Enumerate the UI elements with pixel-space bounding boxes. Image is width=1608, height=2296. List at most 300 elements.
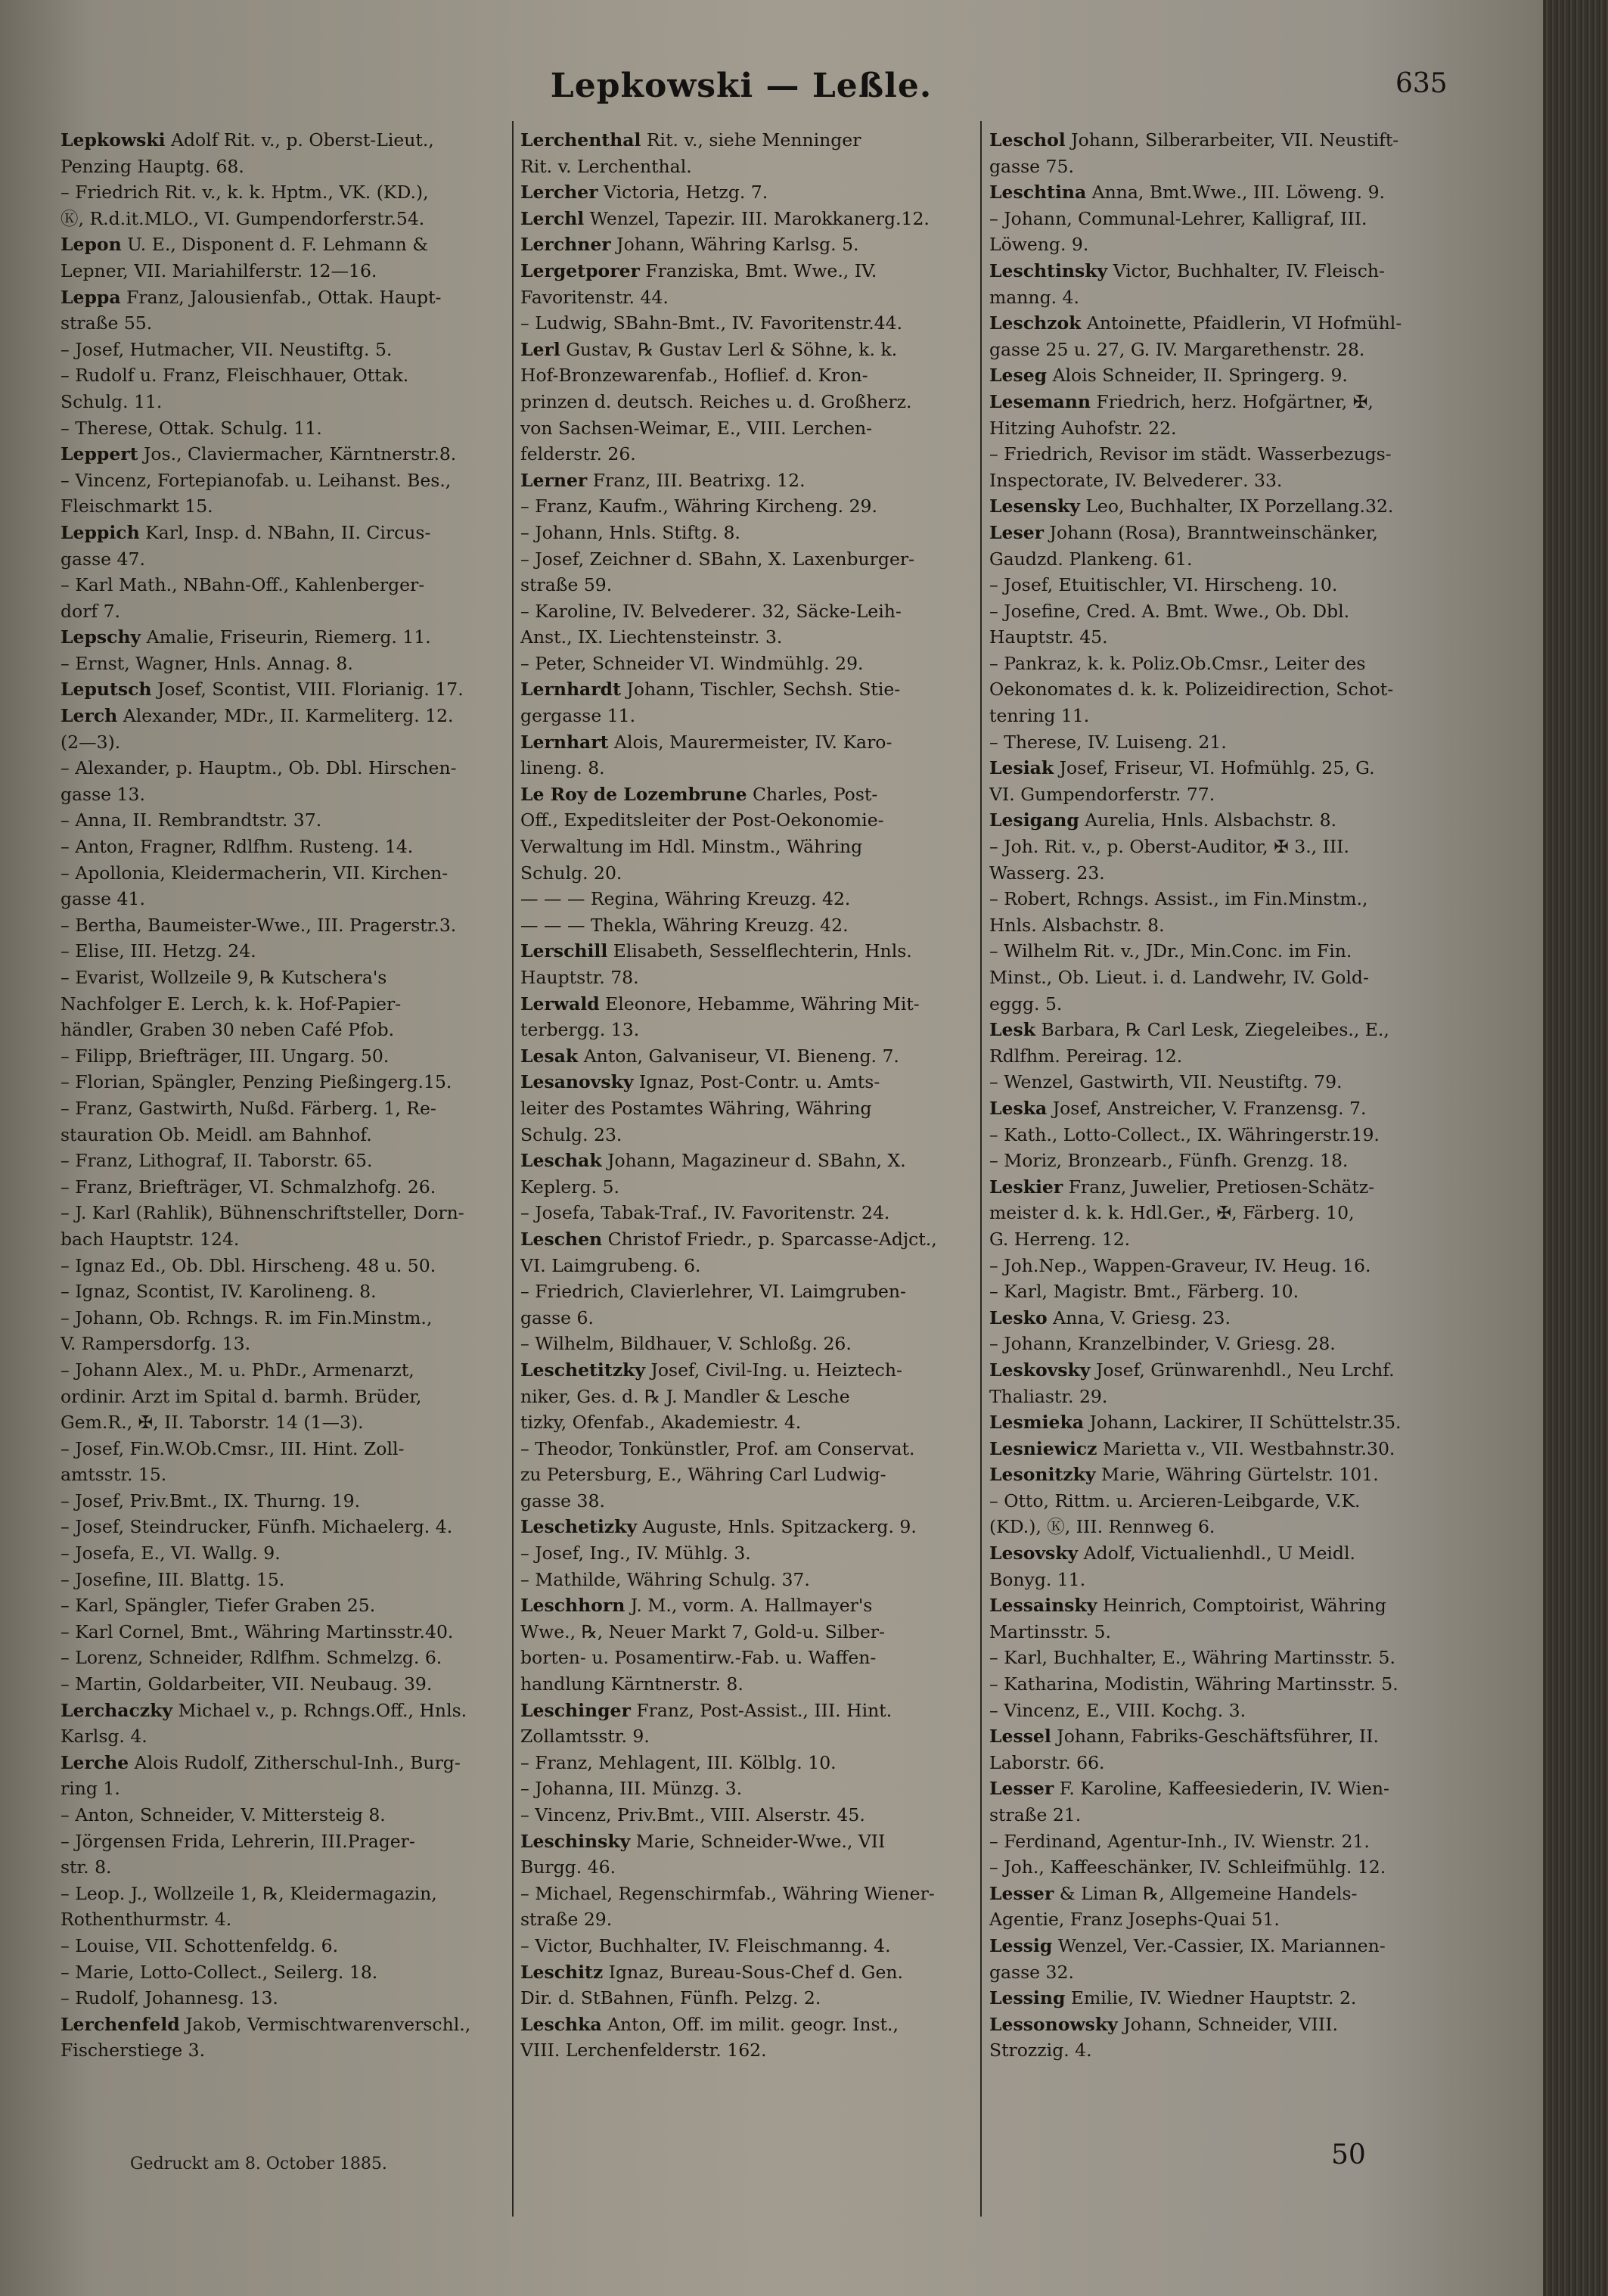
directory-line	[61, 1619, 507, 1645]
entry-text: – Vincenz, Priv.Bmt., VIII. Alserstr. 45.	[520, 1804, 865, 1825]
directory-line	[61, 991, 507, 1018]
entry-text: – Theodor, Tonkünstler, Prof. am Conservat.	[520, 1437, 915, 1459]
entry-surname: Leppa	[61, 286, 121, 308]
entry-text: Schulg. 23.	[520, 1123, 622, 1145]
directory-line	[61, 1698, 507, 1724]
entry-text: Aurelia, Hnls. Alsbachstr. 8.	[1079, 809, 1337, 831]
directory-line	[989, 938, 1473, 965]
entry-text: – Josefine, Cred. A. Bmt. Wwe., Ob. Dbl.	[989, 600, 1350, 622]
directory-line	[989, 703, 1473, 729]
column-1	[61, 127, 507, 2064]
entry-text: – Friedrich, Clavierlehrer, VI. Laimgruben-	[520, 1281, 906, 1303]
directory-line	[61, 179, 507, 206]
entry-text: Josef, Scontist, VIII. Florianig. 17.	[151, 679, 464, 701]
directory-line	[989, 1488, 1473, 1515]
entry-text: VI. Laimgrubeng. 6.	[520, 1254, 701, 1276]
entry-text: – Ignaz, Scontist, IV. Karolineng. 8.	[61, 1281, 377, 1303]
column-3	[989, 127, 1473, 2064]
directory-line	[61, 1200, 507, 1226]
entry-text: – Josef, Hutmacher, VII. Neustiftg. 5.	[61, 338, 393, 360]
directory-line	[520, 729, 974, 756]
entry-text: – Wilhelm, Bildhauer, V. Schloßg. 26.	[520, 1333, 852, 1355]
entry-surname: Lesonitzky	[989, 1464, 1096, 1486]
entry-text: Minst., Ob. Lieut. i. d. Landwehr, IV. Gold-	[989, 967, 1369, 988]
entry-text: – Josefine, III. Blattg. 15.	[61, 1568, 285, 1590]
entry-text: — — — Regina, Währing Kreuzg. 42.	[520, 888, 851, 910]
entry-surname: Lernhart	[520, 731, 609, 753]
directory-line	[61, 1567, 507, 1593]
entry-text: Victor, Buchhalter, IV. Fleisch-	[1107, 259, 1385, 281]
directory-line	[989, 886, 1473, 912]
entry-text: Nachfolger E. Lerch, k. k. Hof-Papier-	[61, 993, 402, 1014]
entry-text: Verwaltung im Hdl. Minstm., Währing	[520, 836, 863, 858]
entry-text: manng. 4.	[989, 286, 1079, 308]
entry-surname: Lesniewicz	[989, 1437, 1097, 1459]
entry-surname: Leskovsky	[989, 1359, 1091, 1381]
entry-text: Laborstr. 66.	[989, 1751, 1105, 1773]
directory-line	[61, 1095, 507, 1122]
directory-line	[520, 1540, 974, 1567]
directory-line	[520, 337, 974, 363]
entry-text: gasse 25 u. 27, G. IV. Margarethenstr. 28.	[989, 338, 1365, 360]
directory-line	[989, 1174, 1473, 1201]
directory-line	[989, 598, 1473, 625]
directory-line	[61, 1828, 507, 1855]
entry-text: – Johann, Hnls. Stiftg. 8.	[520, 521, 740, 543]
entry-surname: Lerchaczky	[61, 1699, 173, 1721]
directory-line	[61, 231, 507, 258]
directory-line	[989, 258, 1473, 284]
entry-text: felderstr. 26.	[520, 443, 636, 465]
entry-text: – Joh. Rit. v., p. Oberst-Auditor, ✠ 3., III.	[989, 836, 1349, 858]
directory-line	[989, 1357, 1473, 1384]
entry-text: (2—3).	[61, 731, 121, 753]
entry-text: Wwe., ℞, Neuer Markt 7, Gold-u. Silber-	[520, 1620, 885, 1642]
entry-surname: Leschtina	[989, 182, 1087, 204]
entry-text: Johann, Magazineur d. SBahn, X.	[601, 1150, 906, 1172]
directory-line	[61, 1671, 507, 1698]
entry-surname: Lerchl	[520, 207, 585, 229]
directory-line	[989, 1436, 1473, 1462]
entry-text: – Josef, Priv.Bmt., IX. Thurng. 19.	[61, 1490, 361, 1512]
entry-text: Alois Schneider, II. Springerg. 9.	[1047, 365, 1348, 387]
directory-line	[989, 1750, 1473, 1776]
entry-text: Rit. v., siehe Menninger	[641, 129, 861, 151]
entry-text: Wenzel, Tapezir. III. Marokkanerg.12.	[584, 207, 930, 229]
entry-text: – Johann Alex., M. u. PhDr., Armenarzt,	[61, 1359, 414, 1381]
directory-line	[989, 965, 1473, 991]
entry-text: – Filipp, Briefträger, III. Ungarg. 50.	[61, 1045, 390, 1067]
column-divider	[980, 121, 982, 2217]
directory-line	[989, 1043, 1473, 1070]
entry-text: – Josef, Etuitischler, VI. Hirscheng. 10.	[989, 574, 1338, 596]
directory-line	[61, 1802, 507, 1828]
entry-text: – Johann, Communal-Lehrer, Kalligraf, III.	[989, 207, 1367, 229]
directory-line	[520, 912, 974, 939]
entry-text: – Anton, Schneider, V. Mittersteig 8.	[61, 1804, 386, 1825]
directory-line	[520, 1854, 974, 1881]
entry-text: – Marie, Lotto-Collect., Seilerg. 18.	[61, 1961, 378, 1983]
directory-line	[61, 1906, 507, 1933]
entry-text: Franz, Juwelier, Pretiosen-Schätz-	[1063, 1176, 1375, 1198]
page-title: Lepkowski — Leßle.	[550, 67, 933, 105]
entry-text: gasse 6.	[520, 1306, 594, 1328]
directory-line	[520, 179, 974, 206]
entry-text: – Anna, II. Rembrandtstr. 37.	[61, 809, 322, 831]
entry-text: – Therese, Ottak. Schulg. 11.	[61, 417, 322, 439]
entry-text: Anst., IX. Liechtensteinstr. 3.	[520, 626, 783, 648]
entry-surname: Leppich	[61, 521, 140, 543]
directory-line	[989, 337, 1473, 363]
directory-line	[989, 676, 1473, 703]
directory-line	[520, 1148, 974, 1174]
entry-surname: Lerchner	[520, 234, 611, 256]
directory-line	[61, 1645, 507, 1671]
entry-surname: Leser	[989, 521, 1045, 543]
directory-line	[61, 493, 507, 520]
directory-line	[61, 572, 507, 598]
directory-line	[989, 860, 1473, 887]
entry-surname: Leschen	[520, 1228, 603, 1250]
entry-text: – Wilhelm Rit. v., JDr., Min.Conc. im Fin.	[989, 940, 1352, 962]
entry-text: – Ernst, Wagner, Hnls. Annag. 8.	[61, 652, 353, 674]
entry-text: prinzen d. deutsch. Reiches u. d. Großherz.	[520, 390, 912, 412]
directory-line	[989, 362, 1473, 389]
directory-line	[61, 1959, 507, 1986]
entry-surname: Leschitz	[520, 1961, 604, 1983]
entry-surname: Lergetporer	[520, 259, 640, 281]
entry-text: V. Rampersdorfg. 13.	[61, 1333, 251, 1355]
entry-text: – Friedrich Rit. v., k. k. Hptm., VK. (KD.),	[61, 182, 429, 204]
directory-line	[61, 468, 507, 494]
entry-text: Johann, Schneider, VIII.	[1117, 2013, 1338, 2035]
directory-line	[989, 231, 1473, 258]
directory-line	[520, 886, 974, 912]
directory-line	[520, 1881, 974, 1907]
entry-text: Emilie, IV. Wiedner Hauptstr. 2.	[1065, 1987, 1357, 2009]
directory-line	[520, 284, 974, 311]
directory-line	[61, 703, 507, 729]
directory-line	[989, 468, 1473, 494]
entry-text: – J. Karl (Rahlik), Bühnenschriftsteller, Dorn-	[61, 1202, 464, 1224]
directory-line	[61, 1148, 507, 1174]
directory-line	[61, 912, 507, 939]
entry-text: — — — Thekla, Währing Kreuzg. 42.	[520, 914, 849, 936]
entry-text: – Franz, Briefträger, VI. Schmalzhofg. 26.	[61, 1176, 436, 1198]
entry-text: lineng. 8.	[520, 757, 605, 779]
entry-text: leiter des Postamtes Währing, Währing	[520, 1097, 872, 1119]
directory-line	[520, 493, 974, 520]
entry-surname: Lesmieka	[989, 1412, 1084, 1434]
entry-text: Hitzing Auhofstr. 22.	[989, 417, 1177, 439]
directory-line	[520, 1802, 974, 1828]
entry-surname: Leppert	[61, 443, 138, 465]
entry-text: händler, Graben 30 neben Café Pfob.	[61, 1019, 395, 1041]
entry-text: – Mathilde, Währing Schulg. 37.	[520, 1568, 810, 1590]
entry-text: Oekonomates d. k. k. Polizeidirection, Schot-	[989, 679, 1394, 701]
entry-text: Josef, Friseur, VI. Hofmühlg. 25, G.	[1054, 757, 1375, 779]
directory-line	[989, 755, 1473, 781]
directory-line	[520, 1253, 974, 1279]
entry-text: Jos., Claviermacher, Kärntnerstr.8.	[138, 443, 457, 465]
directory-line	[520, 1278, 974, 1305]
directory-line	[520, 1488, 974, 1515]
directory-line	[61, 781, 507, 808]
entry-text: Josef, Grünwarenhdl., Neu Lrchf.	[1090, 1359, 1395, 1381]
entry-surname: Leschzok	[989, 312, 1082, 334]
entry-text: Elisabeth, Sesselflechterin, Hnls.	[607, 940, 912, 962]
directory-line	[520, 1200, 974, 1226]
entry-text: Marietta v., VII. Westbahnstr.30.	[1097, 1437, 1395, 1459]
entry-text: Rit. v. Lerchenthal.	[520, 155, 692, 177]
entry-text: Burgg. 46.	[520, 1856, 616, 1878]
directory-line	[989, 1384, 1473, 1410]
entry-text: Hnls. Alsbachstr. 8.	[989, 914, 1165, 936]
entry-surname: Leschtinsky	[989, 259, 1108, 281]
entry-text: Thaliastr. 29.	[989, 1385, 1108, 1407]
directory-line	[989, 1462, 1473, 1488]
directory-line	[989, 1122, 1473, 1148]
directory-line	[61, 1462, 507, 1488]
entry-text: Marie, Schneider-Wwe., VII	[630, 1830, 886, 1852]
directory-line	[989, 493, 1473, 520]
entry-text: gasse 38.	[520, 1490, 605, 1512]
entry-text: Löweng. 9.	[989, 234, 1089, 256]
directory-line	[989, 912, 1473, 939]
directory-line	[520, 310, 974, 337]
directory-line	[61, 1592, 507, 1619]
directory-line	[61, 2037, 507, 2064]
entry-surname: Lerschill	[520, 940, 608, 962]
directory-line	[520, 624, 974, 651]
directory-line	[520, 1828, 974, 1855]
directory-line	[989, 1645, 1473, 1671]
entry-text: tizky, Ofenfab., Akademiestr. 4.	[520, 1412, 802, 1434]
entry-text: Johann, Lackirer, II Schüttelstr.35.	[1083, 1412, 1402, 1434]
directory-line	[61, 1226, 507, 1253]
directory-line	[989, 1671, 1473, 1698]
directory-line	[989, 154, 1473, 180]
directory-line	[989, 2037, 1473, 2064]
directory-line	[520, 1933, 974, 1959]
directory-line	[989, 1253, 1473, 1279]
entry-text: – Johann, Ob. Rchngs. R. im Fin.Minstm.,	[61, 1306, 433, 1328]
entry-text: stauration Ob. Meidl. am Bahnhof.	[61, 1123, 372, 1145]
directory-line	[61, 1436, 507, 1462]
entry-text: Anna, Bmt.Wwe., III. Löweng. 9.	[1086, 182, 1386, 204]
entry-text: – Johanna, III. Münzg. 3.	[520, 1778, 743, 1800]
entry-text: Anna, V. Griesg. 23.	[1047, 1306, 1231, 1328]
directory-line	[989, 1278, 1473, 1305]
directory-line	[61, 1776, 507, 1802]
directory-line	[989, 1828, 1473, 1855]
directory-line	[61, 1540, 507, 1567]
directory-line	[61, 1122, 507, 1148]
entry-text: Charles, Post-	[747, 783, 878, 805]
entry-text: Bonyg. 11.	[989, 1568, 1086, 1590]
directory-line	[520, 441, 974, 468]
directory-line	[520, 2037, 974, 2064]
directory-line	[520, 860, 974, 887]
entry-surname: Leschak	[520, 1150, 602, 1172]
directory-line	[989, 1540, 1473, 1567]
entry-text: (KD.), Ⓚ, III. Rennweg 6.	[989, 1516, 1215, 1538]
entry-surname: Lepschy	[61, 626, 141, 648]
entry-text: U. E., Disponent d. F. Lehmann &	[121, 234, 429, 256]
directory-line	[61, 127, 507, 154]
entry-surname: Lercher	[520, 182, 598, 204]
directory-line	[61, 546, 507, 573]
entry-text: – Josef, Steindrucker, Fünfh. Michaelerg. 4.	[61, 1516, 453, 1538]
entry-text: – Josef, Zeichner d. SBahn, X. Laxenburger-	[520, 548, 915, 570]
entry-text: – Vincenz, Fortepianofab. u. Leihanst. Bes.,	[61, 469, 452, 491]
directory-line	[989, 991, 1473, 1018]
entry-surname: Leskier	[989, 1176, 1063, 1198]
entry-text: straße 55.	[61, 312, 153, 334]
directory-line	[61, 834, 507, 860]
directory-line	[520, 1776, 974, 1802]
directory-line	[520, 1592, 974, 1619]
sheet-number: 50	[1331, 2139, 1366, 2170]
entry-text: – Otto, Rittm. u. Arcieren-Leibgarde, V.K.	[989, 1490, 1361, 1512]
directory-line	[61, 1331, 507, 1357]
directory-line	[989, 1619, 1473, 1645]
entry-text: – Kath., Lotto-Collect., IX. Währingerstr.19.	[989, 1123, 1380, 1145]
entry-surname: Lepon	[61, 234, 122, 256]
directory-line	[520, 991, 974, 1018]
entry-text: straße 59.	[520, 574, 613, 596]
directory-line	[989, 127, 1473, 154]
directory-line	[520, 834, 974, 860]
entry-text: Martinsstr. 5.	[989, 1620, 1111, 1642]
entry-text: – Karl, Magistr. Bmt., Färberg. 10.	[989, 1281, 1299, 1303]
entry-text: Keplerg. 5.	[520, 1176, 619, 1198]
directory-line	[989, 1959, 1473, 1986]
directory-line	[61, 1017, 507, 1043]
directory-line	[989, 2012, 1473, 2038]
directory-line	[989, 807, 1473, 834]
entry-text: & Liman ℞, Allgemeine Handels-	[1054, 1882, 1358, 1904]
directory-line	[520, 1357, 974, 1384]
entry-surname: Lerchenfeld	[61, 2013, 180, 2035]
directory-line	[989, 624, 1473, 651]
entry-text: – Friedrich, Revisor im städt. Wasserbezugs-	[989, 443, 1392, 465]
directory-line	[989, 1305, 1473, 1331]
directory-line	[989, 1409, 1473, 1436]
entry-text: Karlsg. 4.	[61, 1726, 147, 1748]
entry-text: – Apollonia, Kleidermacherin, VII. Kirchen-	[61, 862, 449, 884]
entry-text: eggg. 5.	[989, 993, 1063, 1014]
entry-text: Friedrich, herz. Hofgärtner, ✠,	[1090, 390, 1374, 412]
entry-text: – Karl, Spängler, Tiefer Graben 25.	[61, 1595, 376, 1617]
directory-line	[989, 1698, 1473, 1724]
entry-text: Hauptstr. 78.	[520, 967, 639, 988]
entry-surname: Lesk	[989, 1019, 1035, 1041]
entry-text: amtsstr. 15.	[61, 1464, 167, 1486]
directory-line	[989, 389, 1473, 415]
entry-text: Josef, Anstreicher, V. Franzensg. 7.	[1047, 1097, 1367, 1119]
entry-text: – Wenzel, Gastwirth, VII. Neustiftg. 79.	[989, 1071, 1343, 1093]
entry-text: – Karoline, IV. Belvederег. 32, Säcke-Leih-	[520, 600, 902, 622]
entry-text: – Therese, IV. Luiseng. 21.	[989, 731, 1227, 753]
entry-text: – Robert, Rchngs. Assist., im Fin.Minstm.,	[989, 888, 1368, 910]
entry-text: niker, Ges. d. ℞ J. Mandler & Lesche	[520, 1385, 850, 1407]
entry-text: handlung Kärntnerstr. 8.	[520, 1673, 743, 1695]
directory-line	[989, 834, 1473, 860]
entry-text: Barbara, ℞ Carl Lesk, Ziegeleibes., E.,	[1035, 1019, 1389, 1041]
entry-text: Auguste, Hnls. Spitzackerg. 9.	[637, 1516, 917, 1538]
directory-line	[989, 1331, 1473, 1357]
directory-line	[989, 1514, 1473, 1540]
entry-surname: Lessing	[989, 1987, 1066, 2009]
entry-text: – Franz, Gastwirth, Nußd. Färberg. 1, Re-	[61, 1097, 436, 1119]
directory-line	[989, 1069, 1473, 1095]
entry-text: straße 29.	[520, 1909, 613, 1931]
directory-line	[61, 415, 507, 442]
directory-line	[989, 1226, 1473, 1253]
entry-text: Schulg. 20.	[520, 862, 622, 884]
directory-line	[989, 1200, 1473, 1226]
entry-text: Christof Friedr., p. Sparcasse-Adjct.,	[602, 1228, 937, 1250]
print-date-note: Gedruckt am 8. October 1885.	[130, 2155, 387, 2173]
directory-line	[989, 781, 1473, 808]
entry-text: Hof-Bronzewarenfab., Hoflief. d. Kron-	[520, 365, 868, 387]
directory-line	[520, 520, 974, 546]
entry-text: – Joh., Kaffeeschänker, IV. Schleifmühlg. 12.	[989, 1856, 1386, 1878]
entry-text: Favoritenstr. 44.	[520, 286, 669, 308]
directory-line	[520, 546, 974, 573]
entry-surname: Lerch	[61, 705, 118, 727]
entry-text: – Bertha, Baumeister-Wwe., III. Pragerstr.3.	[61, 914, 457, 936]
entry-surname: Lessig	[989, 1934, 1053, 1956]
entry-surname: Le Roy de Lozembrune	[520, 783, 747, 805]
directory-line	[61, 676, 507, 703]
directory-line	[520, 154, 974, 180]
entry-surname: Lesser	[989, 1778, 1054, 1800]
entry-text: – Anton, Fragner, Rdlfhm. Rusteng. 14.	[61, 836, 414, 858]
entry-surname: Lerwald	[520, 993, 600, 1014]
directory-line	[520, 362, 974, 389]
directory-line	[61, 1253, 507, 1279]
entry-surname: Lesigang	[989, 809, 1079, 831]
entry-surname: Leseg	[989, 365, 1048, 387]
entry-text: Victoria, Hetzg. 7.	[598, 182, 768, 204]
entry-text: Leo, Buchhalter, IX Porzellang.32.	[1079, 496, 1394, 517]
entry-surname: Lerl	[520, 338, 560, 360]
entry-text: – Karl Math., NBahn-Off., Kahlenberger-	[61, 574, 425, 596]
directory-line	[520, 1305, 974, 1331]
entry-text: – Vincenz, E., VIII. Kochg. 3.	[989, 1699, 1246, 1721]
entry-text: – Ludwig, SBahn-Bmt., IV. Favoritenstr.44.	[520, 312, 903, 334]
directory-line	[520, 807, 974, 834]
directory-line	[989, 651, 1473, 677]
directory-line	[520, 676, 974, 703]
directory-line	[61, 965, 507, 991]
entry-text: Schulg. 11.	[61, 390, 163, 412]
entry-surname: Lesser	[989, 1882, 1054, 1904]
entry-text: Ⓚ, R.d.it.MLO., VI. Gumpendorferstr.54.	[61, 207, 425, 229]
directory-line	[520, 1671, 974, 1698]
entry-text: von Sachsen-Weimar, E., VIII. Lerchen-	[520, 417, 873, 439]
entry-text: ring 1.	[61, 1778, 120, 1800]
entry-text: Michael v., p. Rchngs.Off., Hnls.	[172, 1699, 467, 1721]
entry-text: – Franz, Lithograf, II. Taborstr. 65.	[61, 1150, 373, 1172]
entry-surname: Leschol	[989, 129, 1066, 151]
directory-line	[61, 1409, 507, 1436]
directory-line	[520, 2012, 974, 2038]
entry-text: G. Herreng. 12.	[989, 1228, 1131, 1250]
entry-surname: Lesiak	[989, 757, 1054, 779]
